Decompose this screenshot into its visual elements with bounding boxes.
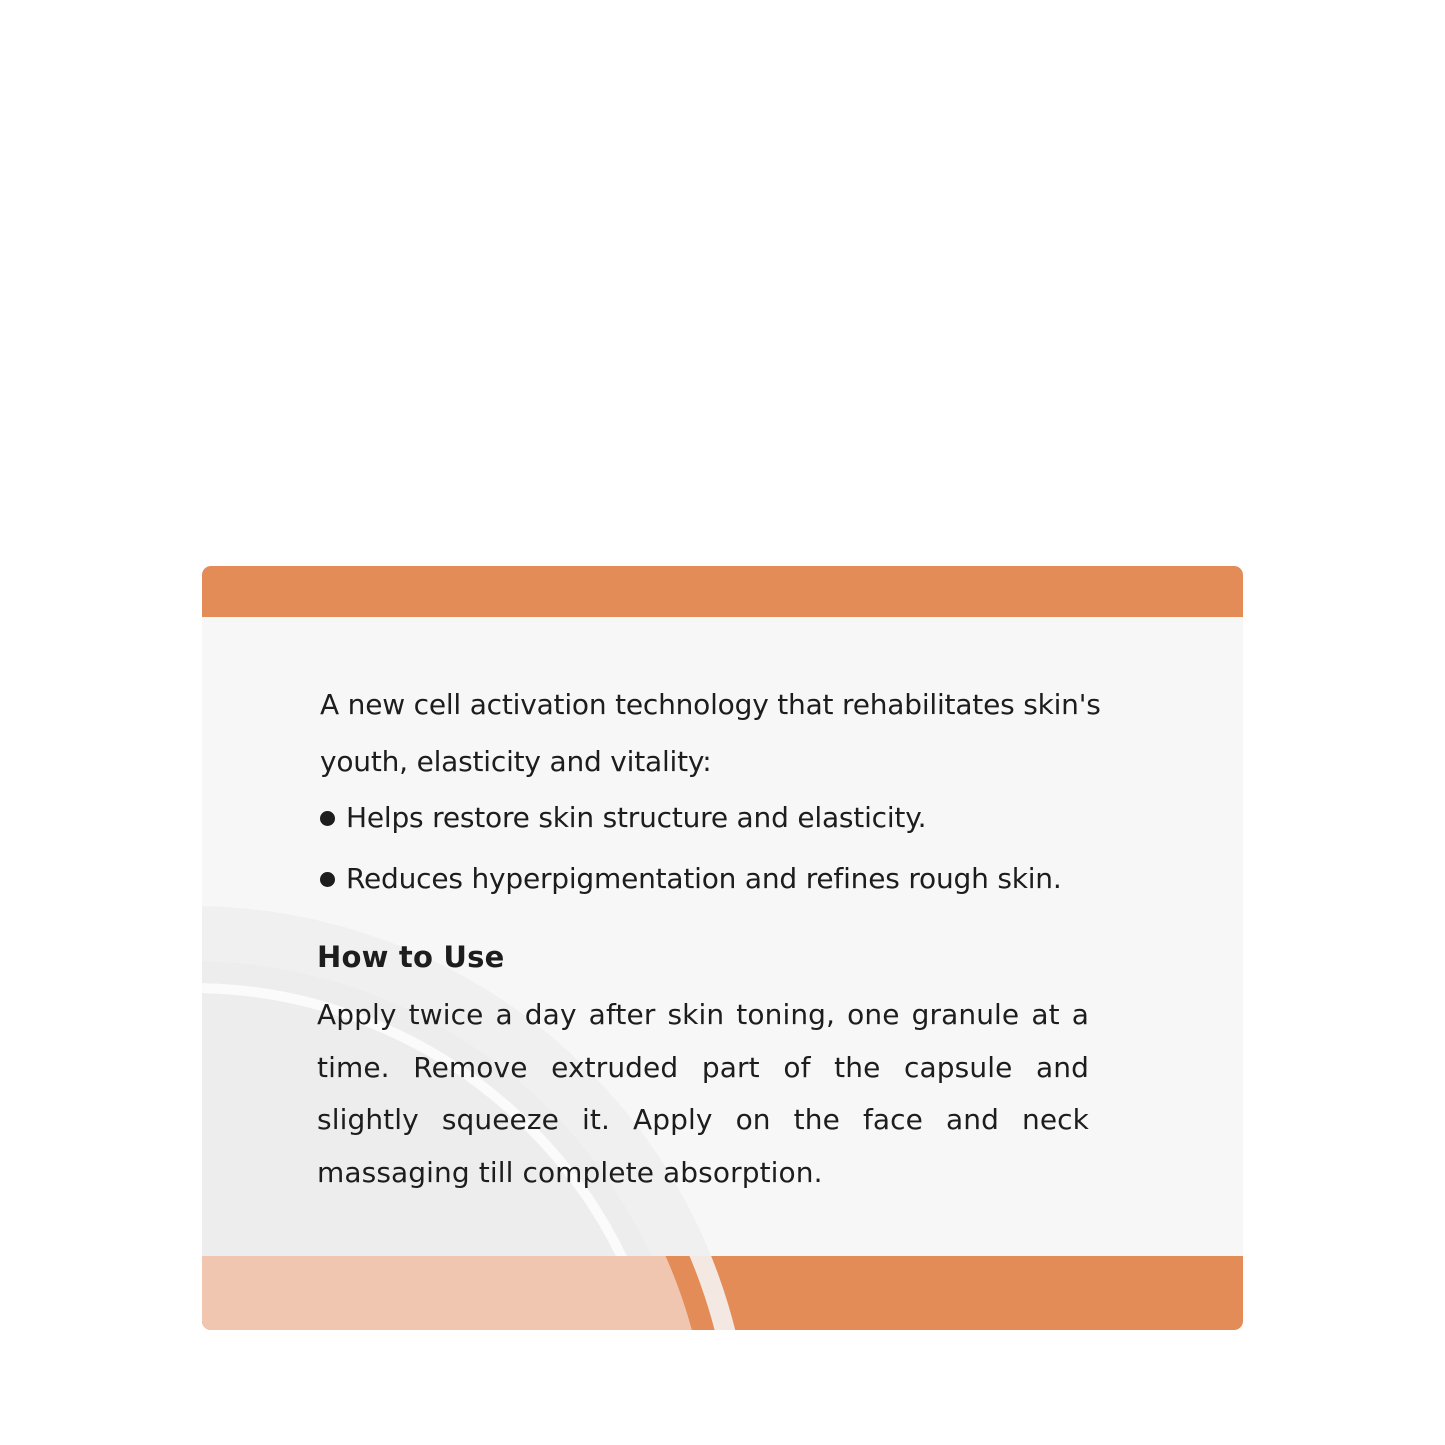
benefit-text: Helps restore skin structure and elasticity.: [346, 801, 927, 834]
benefit-list: [320, 802, 1092, 895]
benefit-text: Reduces hyperpigmentation and refines rough skin.: [346, 862, 1062, 895]
bullet-dot-icon: [320, 811, 335, 826]
text-content: [317, 676, 1101, 1199]
list-item: [320, 802, 1092, 834]
list-item: [320, 863, 1092, 895]
intro-text: A new cell activation technology that rehabilitates skin's youth, elasticity and vitality:: [320, 688, 1101, 778]
how-to-use-text: Apply twice a day after skin toning, one granule at a time. Remove extruded part of the capsule and slightly squeeze it. Apply on the face and neck massaging till complete absorption.: [317, 998, 1089, 1189]
bullet-dot-icon: [320, 872, 335, 887]
info-card: [202, 566, 1243, 1330]
how-to-use-heading: How to Use: [317, 940, 505, 974]
